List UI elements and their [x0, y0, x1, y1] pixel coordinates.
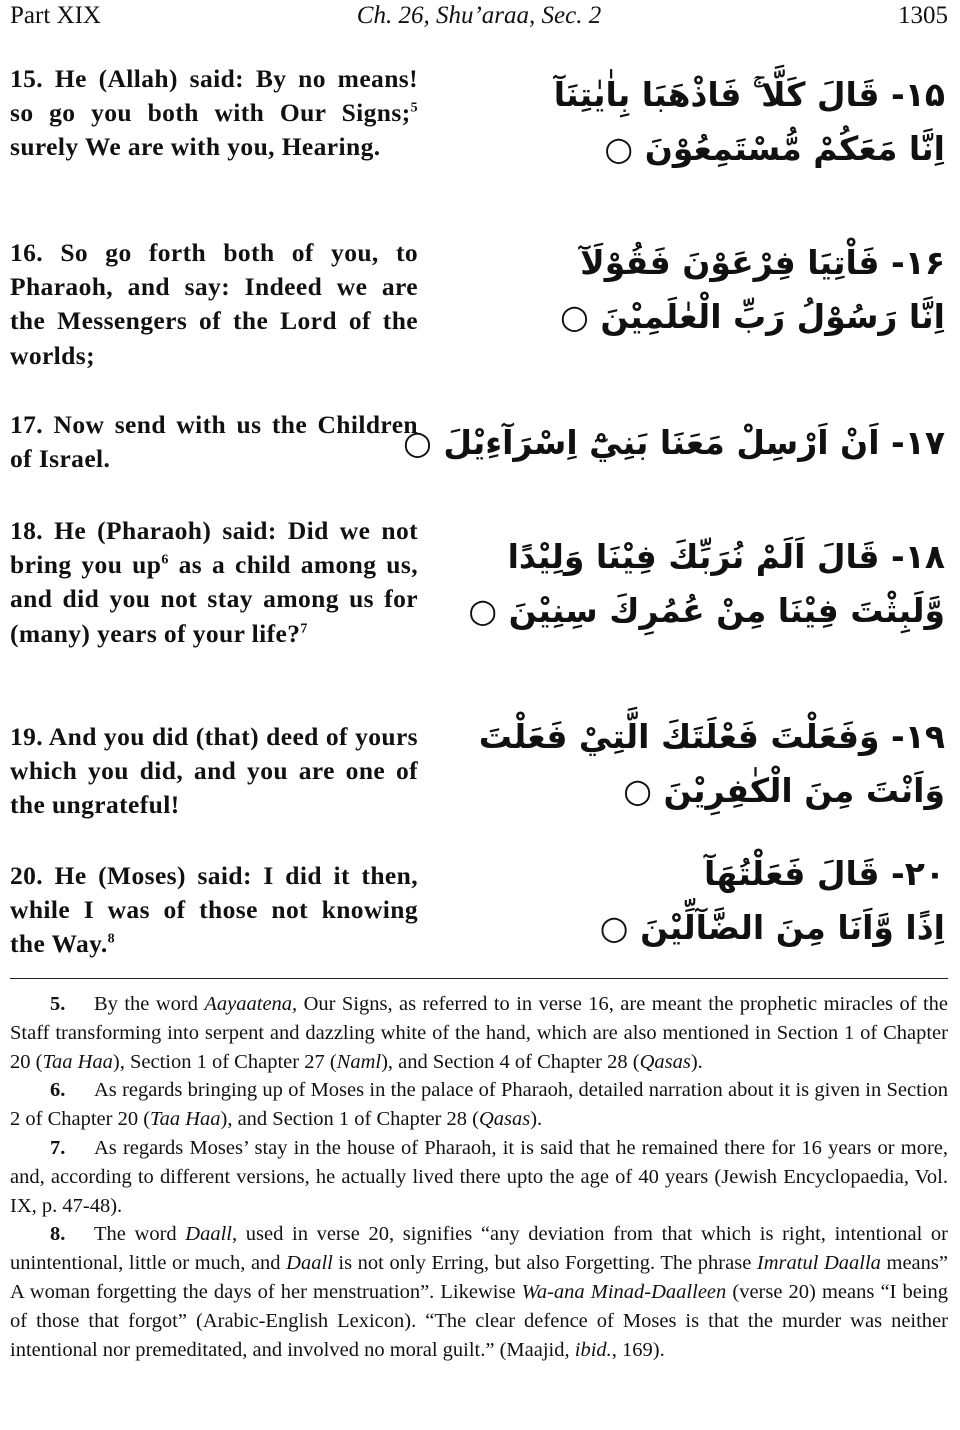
- footnote-emphasis: Wa-ana Minad-Daalleen: [521, 1280, 727, 1303]
- footnote-text: ), and Section 1 of Chapter 28 (: [220, 1108, 479, 1131]
- arabic-line: ۱۹- وَفَعَلْتَ فَعْلَتَكَ الَّتِيْ فَعَلْتَ: [478, 717, 945, 756]
- footnote-number: 7.: [50, 1136, 66, 1159]
- arabic-line: ۱۶- فَاْتِيَا فِرْعَوْنَ فَقُوْلَآ: [580, 243, 945, 282]
- footnote-number: 5.: [50, 993, 66, 1015]
- verse-translation-20: [10, 859, 418, 962]
- verse-translation-15: [10, 62, 418, 165]
- verse-translation-17: [10, 408, 418, 476]
- footnote-ref: 5: [410, 100, 418, 116]
- footnote-number: 6.: [50, 1079, 66, 1102]
- footnote-text: ).: [690, 1050, 703, 1073]
- footnote-text: is not only Erring, but also Forgetting. The phrase: [332, 1252, 757, 1275]
- footnote-text: As regards bringing up of Moses in the palace of Pharaoh, detailed narration about it is given in Section 2 of Chapter 20 (: [10, 1079, 948, 1131]
- footnote-item: [10, 1076, 948, 1134]
- part-label: Part XIX: [10, 2, 101, 29]
- footnote-divider: [10, 978, 948, 979]
- verse-translation-18: [10, 514, 418, 651]
- footnote-emphasis: Taa Haa: [150, 1108, 221, 1131]
- arabic-line: اِنَّا رَسُوْلُ رَبِّ الْعٰلَمِيْنَ ○: [560, 297, 945, 336]
- footnote-text: (verse 20) means “I being of those that forgot” (Arabic-English Lexicon). “The clear defence of Moses is that the murder was neither intentional nor premeditated, and involved no moral guilt.” (Maajid,: [10, 1280, 949, 1361]
- footnote-emphasis: Daall,: [185, 1223, 238, 1246]
- footnote-item: [10, 1134, 948, 1220]
- verse-arabic-17: [403, 416, 945, 470]
- arabic-line: وَاَنْتَ مِنَ الْكٰفِرِيْنَ ○: [623, 771, 945, 810]
- footnote-text: ), Section 1 of Chapter 27 (: [112, 1050, 337, 1073]
- arabic-line: ۱۵- قَالَ كَلَّا ۚ فَاذْهَبَا بِاٰيٰتِنَآ: [553, 75, 945, 114]
- verse-text: 19. And you did (that) deed of yours which you did, and you are one of the ungrateful!: [10, 722, 418, 820]
- verse-translation-16: [10, 236, 418, 373]
- arabic-line: ۱۷- اَنْ اَرْسِلْ مَعَنَا بَنِيْٓ اِسْرَآءِيْلَ ○: [403, 423, 945, 462]
- footnote-item: [10, 1220, 948, 1364]
- footnote-text: ), and Section 4 of Chapter 28 (: [381, 1050, 640, 1073]
- footnote-text: The word: [94, 1223, 186, 1246]
- chapter-title: Ch. 26, Shu’araa, Sec. 2: [356, 2, 602, 29]
- footnotes: [10, 990, 948, 1364]
- footnote-text: Our Signs, as referred to in verse 16, are meant the prophetic miracles of the Staff transforming into serpent and dazzling white of the hand, which are also mentioned in Section 1 of Chapter 20 (: [10, 993, 948, 1073]
- arabic-line: ۲۰- قَالَ فَعَلْتُهَآ: [704, 854, 945, 893]
- footnote-emphasis: Aayaatena,: [204, 993, 298, 1015]
- footnote-text: By the word: [94, 993, 205, 1015]
- verse-arabic-16: [560, 236, 945, 344]
- footnote-ref: 8: [107, 931, 116, 947]
- verse-text: 16. So go forth both of you, to Pharaoh, and say: Indeed we are the Messengers of the Lord of the worlds;: [10, 238, 418, 370]
- arabic-line: ۱۸- قَالَ اَلَمْ نُرَبِّكَ فِيْنَا وَلِيْدًا: [507, 537, 945, 576]
- verse-text: surely We are with you, Hearing.: [10, 132, 381, 162]
- arabic-line: اِنَّا مَعَكُمْ مُّسْتَمِعُوْنَ ○: [604, 129, 945, 168]
- verse-arabic-19: [478, 710, 945, 818]
- verse-text: as a child among us, and did you not stay among us for (many) years of your life?: [10, 550, 418, 648]
- footnote-text: used in verse 20, signifies “any deviation from that which is right, intentional or unintentional, little or much, and: [10, 1223, 948, 1275]
- footnote-emphasis: Qasas: [478, 1108, 531, 1131]
- footnote-emphasis: Naml: [336, 1050, 382, 1073]
- footnote-text: ).: [530, 1108, 543, 1131]
- verse-text: 20. He (Moses) said: I did it then, while I was of those not knowing the Way.: [10, 861, 418, 959]
- verse-translation-19: [10, 720, 418, 823]
- verse-arabic-18: [468, 530, 945, 638]
- footnote-ref: 6: [161, 552, 169, 568]
- arabic-line: وَّلَبِثْتَ فِيْنَا مِنْ عُمُرِكَ سِنِيْنَ ○: [468, 591, 945, 630]
- page-header: [10, 2, 948, 38]
- footnote-emphasis: Imratul Daalla: [756, 1252, 881, 1275]
- footnote-emphasis: Qasas: [639, 1050, 691, 1073]
- footnote-text: As regards Moses’ stay in the house of Pharaoh, it is said that he remained there for 16 years or more, and, according to different versions, he actually lived there upto the age of 40 years (Jewish Encyclopaedia, Vol. IX, p. 47-48).: [10, 1136, 948, 1217]
- footnote-emphasis: ibid.: [574, 1338, 612, 1361]
- footnote-number: 8.: [50, 1223, 66, 1246]
- arabic-line: اِذًا وَّاَنَا مِنَ الضَّآلِّيْنَ ○: [599, 908, 945, 947]
- footnote-text: means” A woman forgetting the days of her menstruation”. Likewise: [10, 1252, 948, 1303]
- verse-text: 18. He (Pharaoh) said: Did we not bring you up: [10, 516, 418, 580]
- verse-text: 17. Now send with us the Children of Israel.: [10, 410, 418, 474]
- verse-arabic-15: [553, 68, 945, 176]
- footnote-item: [10, 990, 948, 1076]
- page-number: 1305: [898, 2, 948, 29]
- footnote-emphasis: Daall: [286, 1252, 333, 1275]
- verse-arabic-20: [565, 847, 945, 955]
- footnote-ref: 7: [300, 621, 308, 637]
- footnote-emphasis: Taa Haa: [42, 1050, 113, 1073]
- footnote-text: , 169).: [611, 1338, 665, 1361]
- verse-text: 15. He (Allah) said: By no means! so go you both with Our Signs;: [10, 64, 418, 128]
